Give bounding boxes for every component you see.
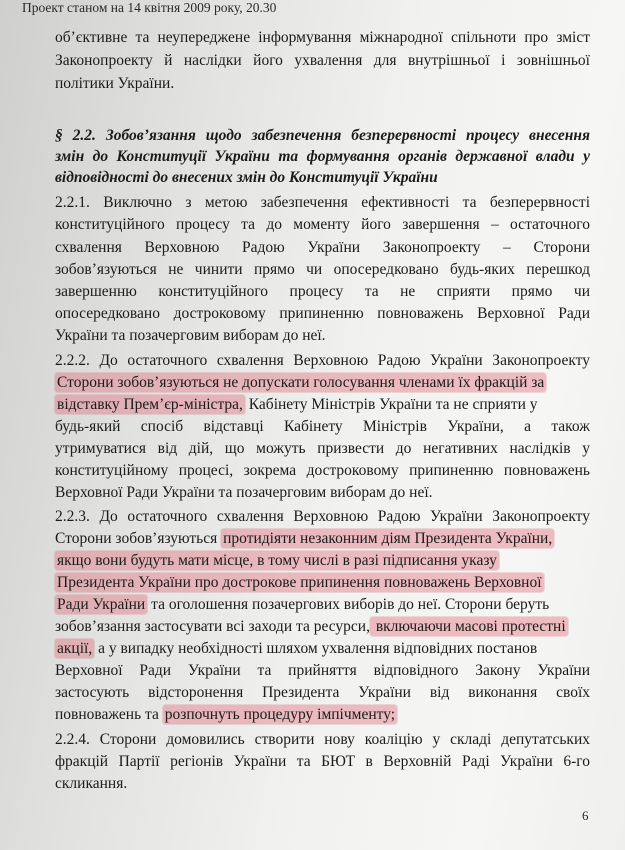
highlighted-text: Ради України (57, 596, 146, 613)
paragraph-2-2-3-line (55, 552, 590, 570)
paragraph-2-2-2-line: 2.2.2. До остаточного схвалення Верховною Радою України Законопроекту (55, 352, 590, 369)
paragraph-2-2-2-line: утримуватися від дій, що можуть призвести до негативних наслідків у (55, 440, 590, 457)
section-heading-line: відповідності до внесених змін до Конституції України (55, 169, 438, 186)
paragraph-2-2-1-line: завершенню конституційного процесу та не сприяти прямо чи (55, 283, 590, 300)
section-heading-line: змін до Конституції України та формування органів державної влади у (55, 148, 590, 165)
paragraph-2-2-2-line (55, 374, 590, 392)
paragraph-2-2-1-line: зобов’язуються не чинити прямо чи опосередковано будь-яких перешкод (55, 261, 590, 278)
highlighted-text: якщо вони будуть мати місце, в тому числі в разі підписання указу (57, 552, 497, 569)
highlighted-text: Сторони зобов’язуються не допускати голосування членами їх фракцій за (57, 374, 545, 391)
highlighted-text: акції, (57, 640, 93, 657)
paragraph-2-2-1-line: України та позачерговим виборам до неї. (55, 327, 326, 344)
paragraph-2-2-3-line (55, 618, 590, 636)
plain-text: Сторони зобов’язуються (55, 530, 222, 547)
highlighted-text: відставку Прем’єр-міністра, (57, 396, 243, 413)
paragraph-2-2-4-line: скликання. (55, 775, 128, 792)
paragraph-2-2-3-line: застосують відсторонення Президента України від виконання своїх (55, 684, 590, 701)
paragraph-2-2-2-line (55, 396, 590, 414)
paragraph-2-2-1-line: конституційного процесу та до моменту його завершення – остаточного (55, 216, 590, 233)
paragraph-2-2-2-line: будь-який спосіб відставці Кабінету Міністрів України, а також (55, 418, 590, 435)
paragraph-2-2-3-line: 2.2.3. До остаточного схвалення Верховною Радою України Законопроекту (55, 508, 590, 525)
plain-text: а у випадку необхідності шляхом ухвалення відповідних постанов (94, 640, 538, 657)
paragraph-2-2-1-line: схвалення Верховною Радою України Законопроекту – Сторони (55, 239, 590, 256)
paragraph-2-2-1-line: опосередковано достроковому припиненню повноважень Верховної Ради (55, 305, 590, 322)
paragraph-2-2-4-line: фракцій Партії регіонів України та БЮТ в Верховній Раді України 6-го (55, 753, 590, 770)
intro-line: політики України. (55, 75, 175, 92)
paragraph-2-2-3-line: Верховної Ради України та прийняття відповідного Закону України (55, 662, 590, 679)
plain-text: Кабінету Міністрів України та не сприяти у (244, 396, 538, 413)
paragraph-2-2-1-line: 2.2.1. Виключно з метою забезпечення ефективності та безперервності (55, 194, 590, 211)
paragraph-2-2-3-line (55, 640, 590, 658)
highlighted-text: протидіяти незаконним діям Президента України, (223, 530, 553, 547)
draft-date-header: Проект станом на 14 квітня 2009 року, 20.30 (22, 0, 277, 15)
highlighted-text: включаючи масові протестні (371, 618, 566, 635)
paragraph-2-2-3-line (55, 706, 590, 724)
paragraph-2-2-3-line (55, 596, 590, 614)
highlighted-text: розпочнуть процедуру імпічменту; (164, 706, 396, 723)
paragraph-2-2-2-line: конституційному процесі, зокрема достроковому припиненню повноважень (55, 462, 590, 479)
paragraph-2-2-3-line (55, 574, 590, 592)
intro-line: Законопроекту й наслідки його ухвалення для внутрішньої і зовнішньої (55, 52, 590, 69)
paragraph-2-2-3-line (55, 530, 590, 548)
page-number: 6 (582, 808, 589, 823)
paragraph-2-2-4-line: 2.2.4. Сторони домовились створити нову коаліцію у складі депутатських (55, 731, 590, 748)
plain-text: повноважень та (55, 706, 163, 723)
highlighted-text: Президента України про дострокове припинення повноважень Верховної (57, 574, 542, 591)
plain-text: та оголошення позачергових виборів до неї. Сторони беруть (147, 596, 550, 613)
section-heading-line: § 2.2. Зобов’язання щодо забезпечення безперервності процесу внесення (55, 127, 590, 144)
paragraph-2-2-2-line: Верховної Ради України та позачерговим виборам до неї. (55, 484, 433, 501)
intro-line: об’єктивне та неупереджене інформування міжнародної спільноти про зміст (55, 29, 590, 46)
plain-text: зобов’язання застосувати всі заходи та ресурси, (55, 618, 370, 635)
